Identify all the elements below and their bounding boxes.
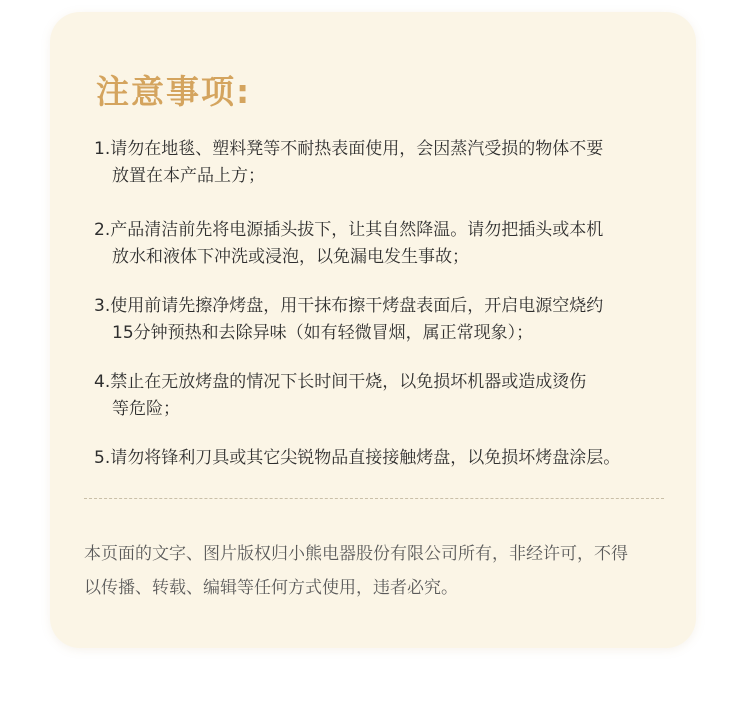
list-item	[94, 217, 684, 271]
note-line: 4.禁止在无放烤盘的情况下长时间干烧，以免损坏机器或造成烫伤	[94, 372, 587, 392]
notes-list	[94, 136, 684, 472]
list-item	[94, 293, 684, 347]
note-line-continued: 放水和液体下冲洗或浸泡，以免漏电发生事故；	[112, 247, 469, 267]
note-line: 3.使用前请先擦净烤盘，用干抹布擦干烤盘表面后，开启电源空烧约	[94, 296, 604, 316]
note-line: 1.请勿在地毯、塑料凳等不耐热表面使用，会因蒸汽受损的物体不要	[94, 139, 604, 159]
list-item	[94, 136, 684, 190]
copyright-notice	[84, 537, 674, 605]
copyright-line: 以传播、转载、编辑等任何方式使用，违者必究。	[84, 578, 458, 598]
note-line-continued: 15分钟预热和去除异味（如有轻微冒烟，属正常现象）；	[112, 323, 534, 343]
note-line-continued: 放置在本产品上方；	[112, 166, 265, 186]
list-item	[94, 369, 684, 423]
copyright-line: 本页面的文字、图片版权归小熊电器股份有限公司所有，非经许可，不得	[84, 544, 628, 564]
list-item	[94, 445, 684, 472]
note-line: 2.产品清洁前先将电源插头拔下，让其自然降温。请勿把插头或本机	[94, 220, 604, 240]
page-title: 注意事项:	[96, 72, 252, 111]
note-line: 5.请勿将锋利刀具或其它尖锐物品直接接触烤盘，以免损坏烤盘涂层。	[94, 448, 621, 468]
notice-card	[50, 12, 696, 648]
dashed-divider	[84, 498, 664, 499]
note-line-continued: 等危险；	[112, 399, 180, 419]
